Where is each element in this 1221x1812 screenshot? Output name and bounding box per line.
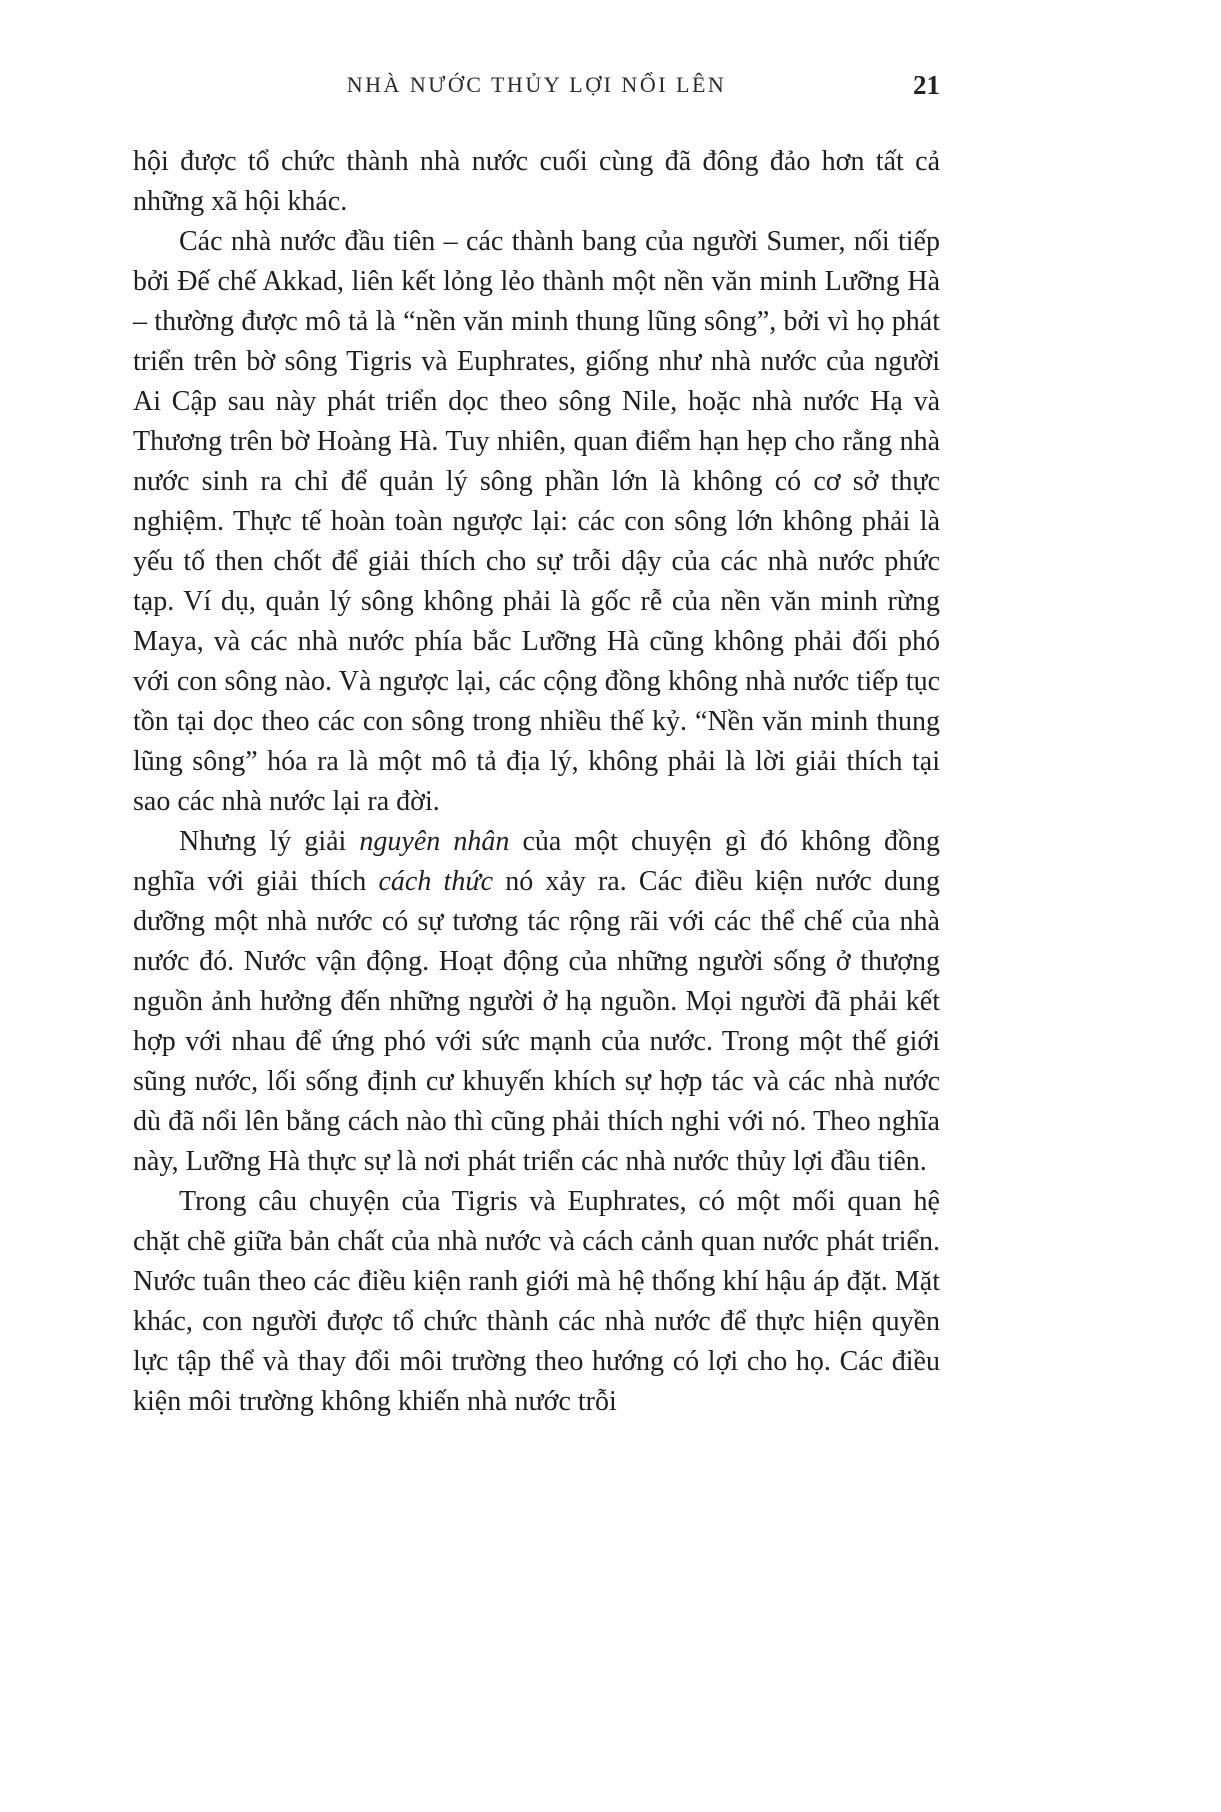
text-run: Các nhà nước đầu tiên – các thành bang của người Sumer, nối tiếp bởi Đế chế Akkad, liên kết lỏng lẻo thành một nền văn minh Lưỡng Hà – thường được mô tả là “nền văn minh thung lũng sông”, bởi vì họ phát triển trên bờ sông Tigris và Euphrates, giống như nhà nước của người Ai Cập sau này phát triển dọc theo sông Nile, hoặc nhà nước Hạ và Thương trên bờ Hoàng Hà. Tuy nhiên, quan điểm hạn hẹp cho rằng nhà nước sinh ra chỉ để quản lý sông phần lớn là không có cơ sở thực nghiệm. Thực tế hoàn toàn ngược lại: các con sông lớn không phải là yếu tố then chốt để giải thích cho sự trỗi dậy của các nhà nước phức tạp. Ví dụ, quản lý sông không phải là gốc rễ của nền văn minh rừng Maya, và các nhà nước phía bắc Lưỡng Hà cũng không phải đối phó với con sông nào. Và ngược lại, các cộng đồng không nhà nước tiếp tục tồn tại dọc theo các con sông trong nhiều thế kỷ. “Nền văn minh thung lũng sông” hóa ra là một mô tả địa lý, không phải là lời giải thích tại sao các nhà nước lại ra đời. [133, 226, 940, 817]
page-body [133, 142, 940, 1422]
italic-text-run: nguyên nhân [359, 826, 510, 857]
text-run: Nhưng lý giải [179, 826, 360, 857]
page-number: 21 [913, 70, 940, 100]
paragraph [133, 222, 940, 822]
text-run: nó xảy ra. Các điều kiện nước dung dưỡng một nhà nước có sự tương tác rộng rãi với các thể chế của nhà nước đó. Nước vận động. Hoạt động của những người sống ở thượng nguồn ảnh hưởng đến những người ở hạ nguồn. Mọi người đã phải kết hợp với nhau để ứng phó với sức mạnh của nước. Trong một thế giới sũng nước, lối sống định cư khuyến khích sự hợp tác và các nhà nước dù đã nổi lên bằng cách nào thì cũng phải thích nghi với nó. Theo nghĩa này, Lưỡng Hà thực sự là nơi phát triển các nhà nước thủy lợi đầu tiên. [133, 866, 940, 1177]
paragraph [133, 822, 940, 1182]
paragraph [133, 142, 940, 222]
running-header [133, 72, 940, 108]
text-run: hội được tổ chức thành nhà nước cuối cùng đã đông đảo hơn tất cả những xã hội khác. [133, 146, 940, 217]
text-run: của một chuyện gì đó không đồng nghĩa với giải thích [133, 826, 941, 897]
running-title: NHÀ NƯỚC THỦY LỢI NỔI LÊN [346, 72, 727, 97]
paragraph [133, 1182, 940, 1422]
italic-text-run: cách thức [378, 866, 494, 897]
text-run: Trong câu chuyện của Tigris và Euphrates, có một mối quan hệ chặt chẽ giữa bản chất của nhà nước và cách cảnh quan nước phát triển. Nước tuân theo các điều kiện ranh giới mà hệ thống khí hậu áp đặt. Mặt khác, con người được tổ chức thành các nhà nước để thực hiện quyền lực tập thể và thay đổi môi trường theo hướng có lợi cho họ. Các điều kiện môi trường không khiến nhà nước trỗi [133, 1186, 940, 1417]
